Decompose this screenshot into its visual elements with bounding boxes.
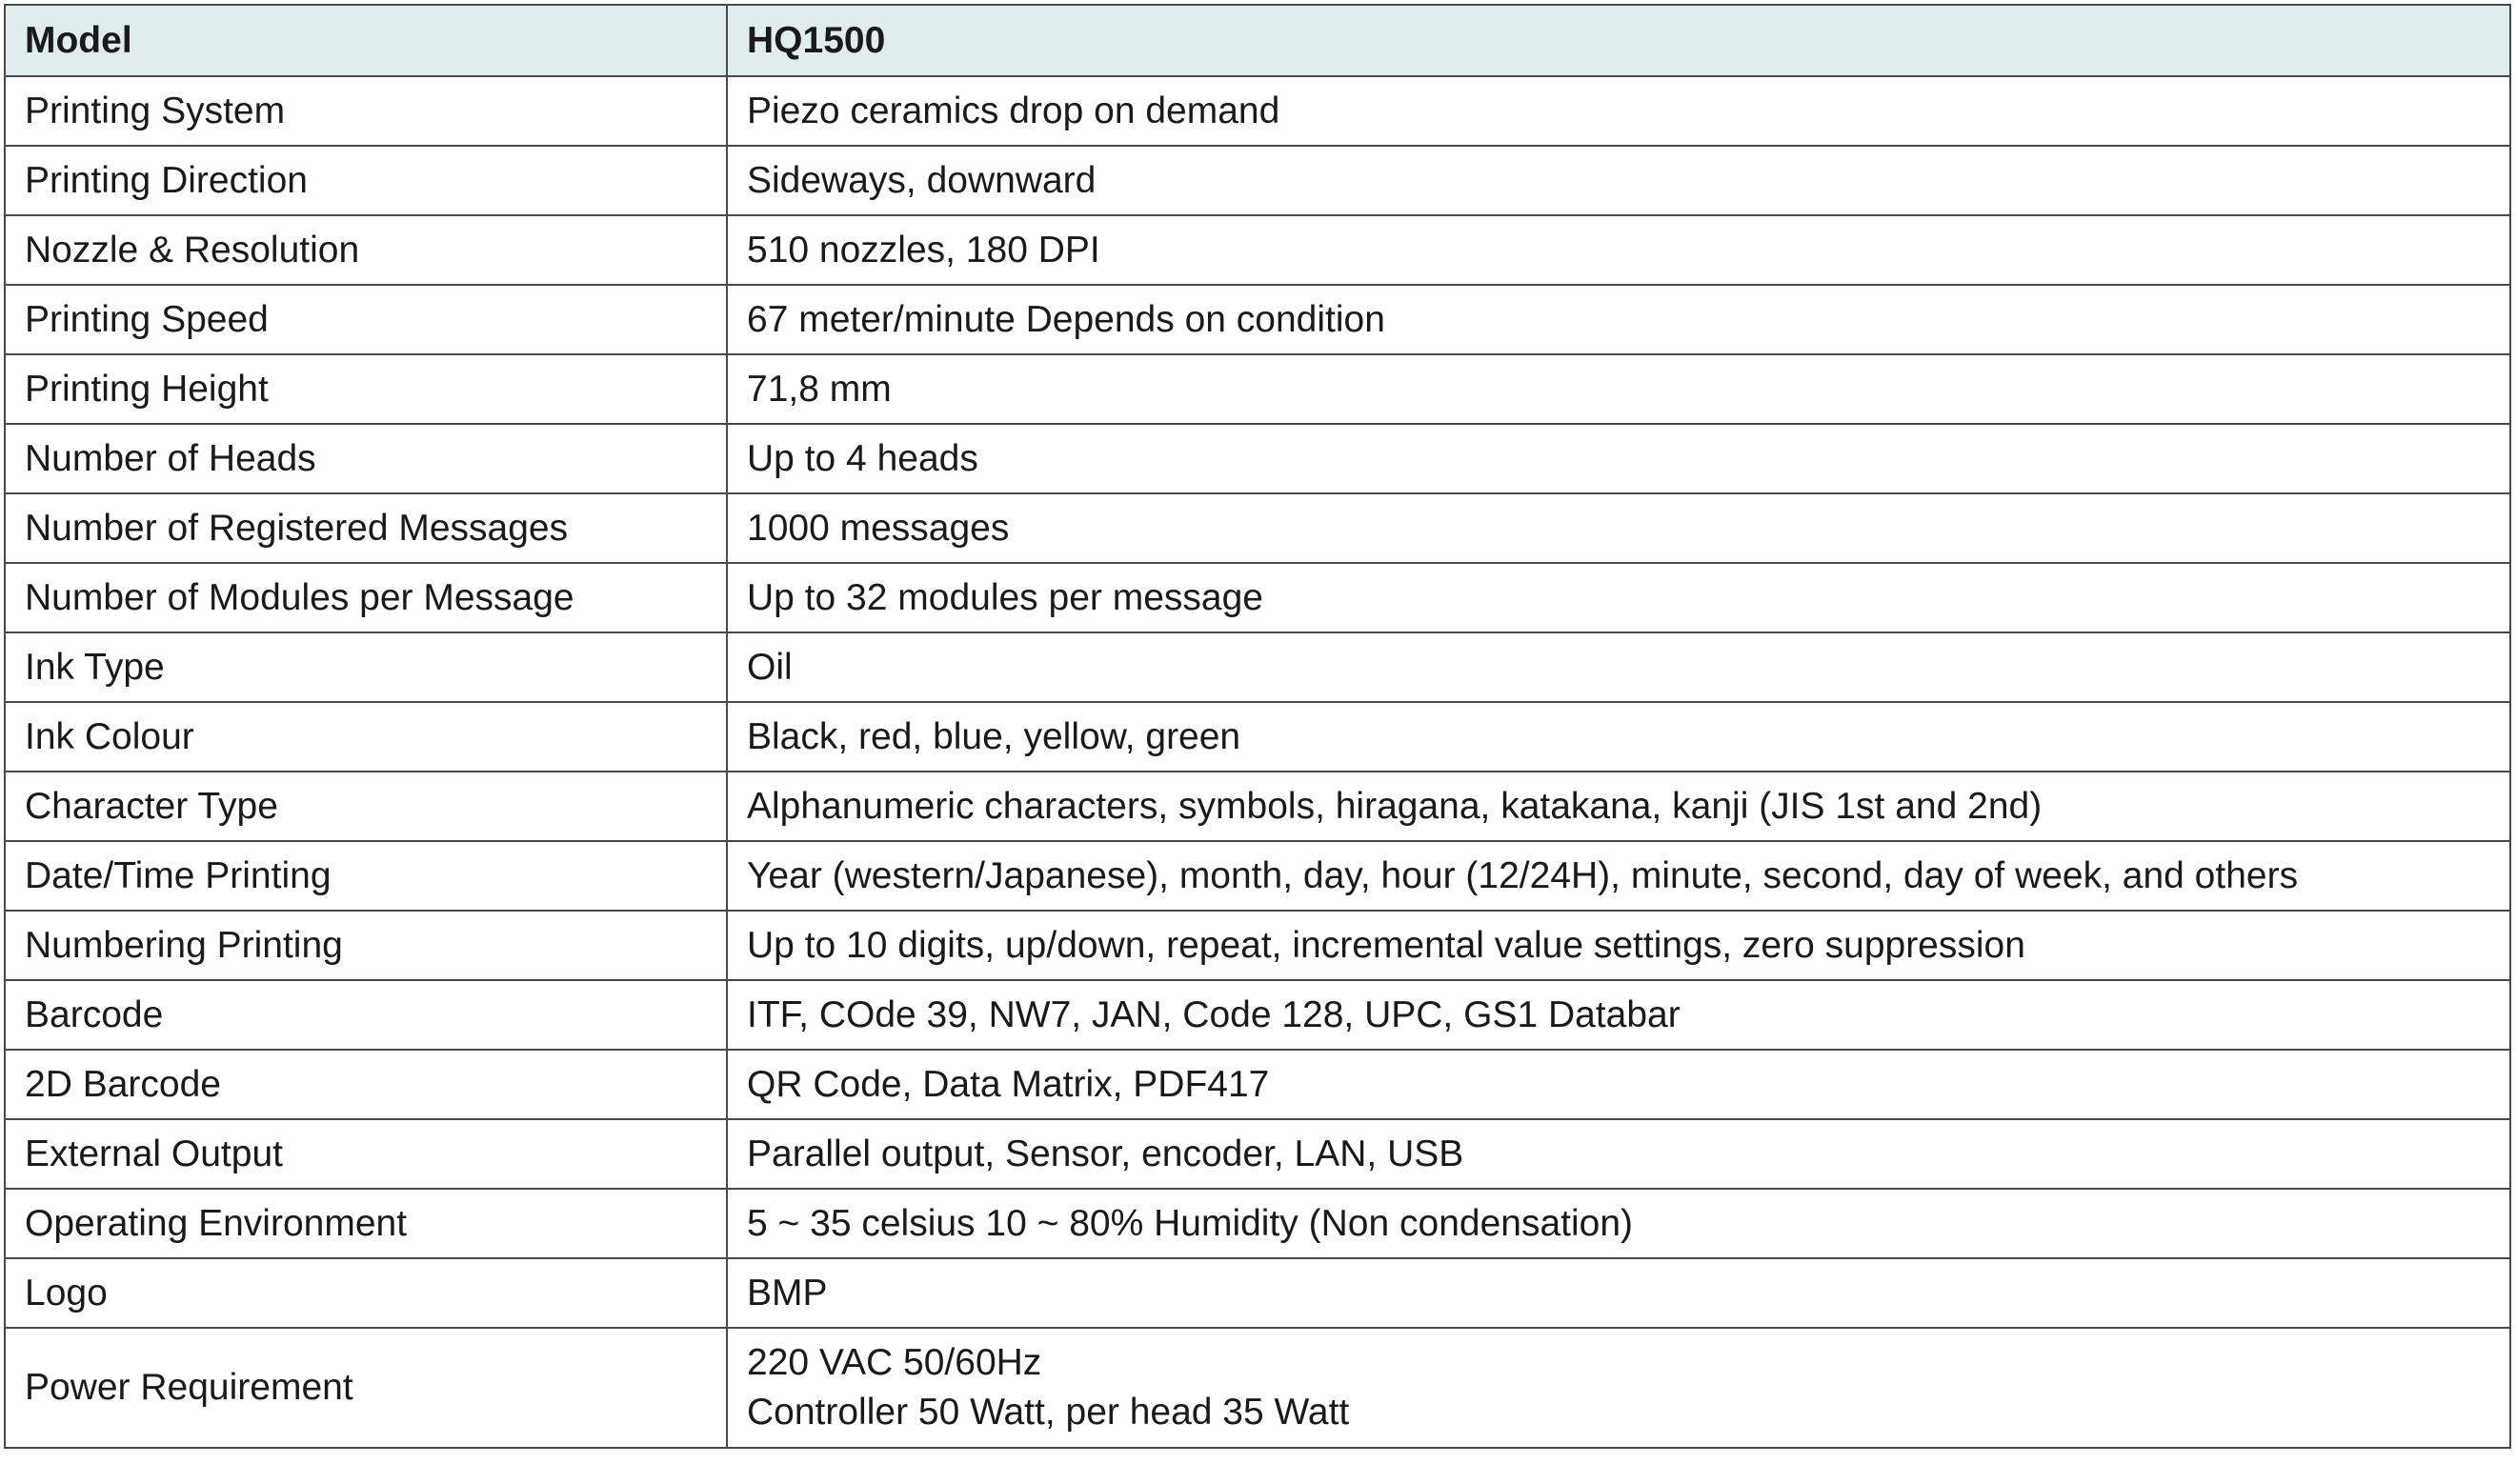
table-row [5,354,2510,424]
row-label: Ink Type [5,632,727,702]
table-row [5,493,2510,563]
table-row [5,841,2510,911]
table-row [5,215,2510,285]
header-label: Model [5,5,727,76]
table-header-row [5,5,2510,76]
row-label: Printing Speed [5,285,727,354]
row-value: Parallel output, Sensor, encoder, LAN, USB [727,1119,2510,1189]
header-value: HQ1500 [727,5,2510,76]
table-row [5,772,2510,841]
row-label: Number of Heads [5,424,727,493]
row-value: 5 ~ 35 celsius 10 ~ 80% Humidity (Non condensation) [727,1189,2510,1258]
row-label: Power Requirement [5,1328,727,1448]
row-value: Black, red, blue, yellow, green [727,702,2510,772]
table-row [5,702,2510,772]
row-value: QR Code, Data Matrix, PDF417 [727,1050,2510,1119]
table-row [5,424,2510,493]
row-label: Ink Colour [5,702,727,772]
table-row [5,76,2510,146]
table-row [5,1258,2510,1328]
table-row [5,285,2510,354]
table-row [5,911,2510,980]
power-line-voltage: 220 VAC 50/60Hz [747,1342,1042,1383]
row-label: Printing Direction [5,146,727,215]
row-label: External Output [5,1119,727,1189]
row-label: Logo [5,1258,727,1328]
power-line-wattage: Controller 50 Watt, per head 35 Watt [747,1392,1350,1433]
row-value: Up to 32 modules per message [727,563,2510,632]
row-label: Number of Modules per Message [5,563,727,632]
row-value: Up to 10 digits, up/down, repeat, incremental value settings, zero suppression [727,911,2510,980]
row-value: Alphanumeric characters, symbols, hiragana, katakana, kanji (JIS 1st and 2nd) [727,772,2510,841]
row-value: 510 nozzles, 180 DPI [727,215,2510,285]
row-value: Sideways, downward [727,146,2510,215]
row-label: Number of Registered Messages [5,493,727,563]
row-value-power [727,1328,2510,1448]
spec-table [4,4,2511,1449]
row-value: 71,8 mm [727,354,2510,424]
row-label: Numbering Printing [5,911,727,980]
row-value: ITF, COde 39, NW7, JAN, Code 128, UPC, GS1 Databar [727,980,2510,1050]
row-label: Date/Time Printing [5,841,727,911]
row-label: Barcode [5,980,727,1050]
row-label: Character Type [5,772,727,841]
row-value: 1000 messages [727,493,2510,563]
table-row [5,632,2510,702]
row-value: Piezo ceramics drop on demand [727,76,2510,146]
row-label: Nozzle & Resolution [5,215,727,285]
table-row [5,563,2510,632]
row-value: Up to 4 heads [727,424,2510,493]
row-label: Operating Environment [5,1189,727,1258]
table-row [5,1119,2510,1189]
table-row [5,1050,2510,1119]
row-value: BMP [727,1258,2510,1328]
table-row [5,980,2510,1050]
table-row [5,1189,2510,1258]
row-label: 2D Barcode [5,1050,727,1119]
row-value: Year (western/Japanese), month, day, hour (12/24H), minute, second, day of week, and others [727,841,2510,911]
row-value: 67 meter/minute Depends on condition [727,285,2510,354]
table-row-power [5,1328,2510,1448]
row-label: Printing Height [5,354,727,424]
table-row [5,146,2510,215]
row-value: Oil [727,632,2510,702]
row-label: Printing System [5,76,727,146]
